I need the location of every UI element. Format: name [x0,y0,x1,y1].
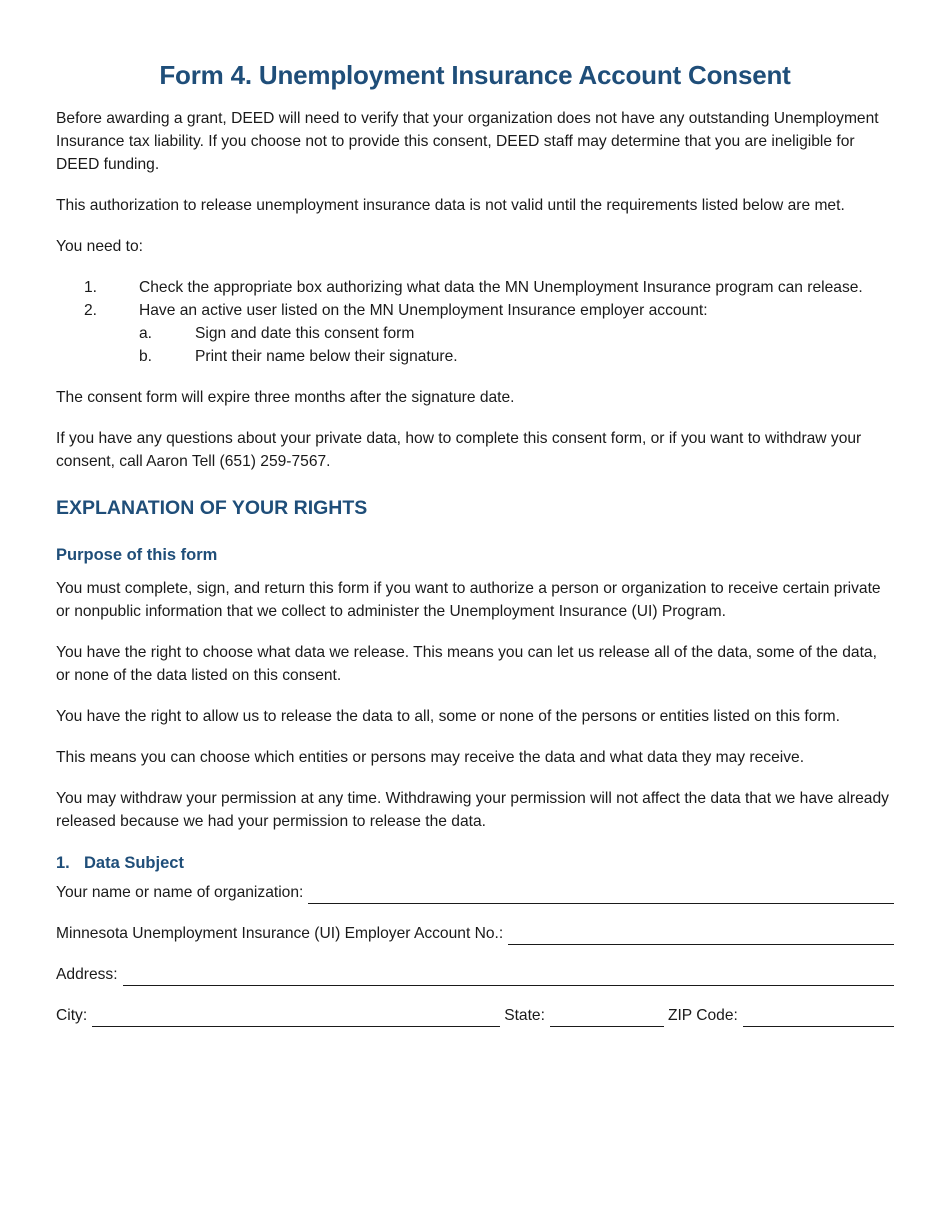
expiration-paragraph: The consent form will expire three months after the signature date. [56,389,515,406]
organization-name-row [56,881,894,904]
state-field[interactable] [550,1008,664,1027]
city-field[interactable] [92,1008,500,1027]
address-row [56,963,894,986]
address-label: Address: [56,966,118,983]
rights-paragraph: You have the right to choose what data we release. This means you can let us release all of the data, some of the data, or none of the data listed on this consent. [56,644,877,684]
zip-label: ZIP Code: [667,1007,738,1024]
rights-paragraph: You may withdraw your permission at any time. Withdrawing your permission will not affect the data that we have already released because we had your permission to release the data. [56,790,889,830]
requirement-text: Check the appropriate box authorizing what data the MN Unemployment Insurance program can release. [139,279,863,296]
data-subject-heading [56,851,894,875]
section-number: 1. [56,854,70,872]
organization-name-label: Your name or name of organization: [56,884,304,901]
rights-paragraph: This means you can choose which entities or persons may receive the data and what data they may receive. [56,749,805,766]
purpose-heading: Purpose of this form [56,546,218,564]
sub-requirement-letter: a. [139,325,153,342]
requirement-number: 2. [84,302,98,319]
requirement-item [56,299,894,368]
organization-name-field[interactable] [308,885,894,904]
zip-field[interactable] [743,1008,894,1027]
account-number-field[interactable] [508,926,894,945]
account-number-label: Minnesota Unemployment Insurance (UI) Employer Account No.: [56,925,504,942]
page-title: Form 4. Unemployment Insurance Account Consent [159,60,791,90]
intro-paragraph-verify: Before awarding a grant, DEED will need to verify that your organization does not have any outstanding Unemployment Insurance tax liability. If you choose not to provide this consent, DEED staff may determine that you are ineligible for DEED funding. [56,110,879,173]
sub-requirement-item [139,345,894,368]
state-label: State: [504,1007,545,1024]
rights-paragraph: You have the right to allow us to release the data to all, some or none of the persons or entities listed on this form. [56,708,840,725]
requirement-item [56,276,894,299]
intro-paragraph-authorization: This authorization to release unemployment insurance data is not valid until the requirements listed below are met. [56,197,845,214]
questions-paragraph: If you have any questions about your private data, how to complete this consent form, or if you want to withdraw your consent, call Aaron Tell (651) 259-7567. [56,430,862,470]
sub-requirements-list [139,322,894,368]
sub-requirement-text: Print their name below their signature. [195,348,458,365]
sub-requirement-text: Sign and date this consent form [195,325,415,342]
city-state-zip-row [56,1004,894,1027]
intro-paragraph-need: You need to: [56,238,144,255]
rights-heading: EXPLANATION OF YOUR RIGHTS [56,497,368,519]
section-title: Data Subject [84,854,184,872]
city-label: City: [56,1007,88,1024]
address-field[interactable] [123,967,894,986]
requirement-number: 1. [84,279,98,296]
account-number-row [56,922,894,945]
requirement-text: Have an active user listed on the MN Unemployment Insurance employer account: [139,302,708,319]
rights-paragraph: You must complete, sign, and return this form if you want to authorize a person or organization to receive certain private or nonpublic information that we collect to administer the Unemployment Insurance (UI) Program. [56,580,881,620]
sub-requirement-letter: b. [139,348,153,365]
sub-requirement-item [139,322,894,345]
requirements-list [56,276,894,368]
